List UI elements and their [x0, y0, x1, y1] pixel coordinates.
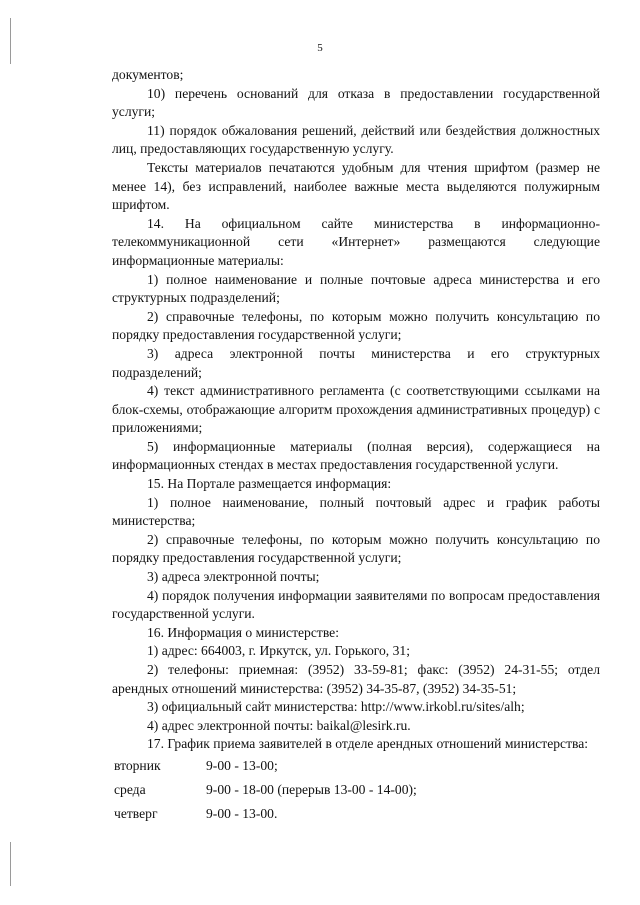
section-14-item-1: 1) полное наименование и полные почтовые адреса министерства и его структурных подразделений; — [112, 271, 600, 306]
section-14-item-2: 2) справочные телефоны, по которым можно получить консультацию по порядку предоставления государственной услуги; — [112, 308, 600, 343]
section-16-item-3: 3) официальный сайт министерства: http://www.irkobl.ru/sites/alh; — [147, 699, 525, 715]
section-16-item-4: 4) адрес электронной почты: baikal@lesirk.ru. — [147, 717, 411, 733]
schedule-row — [112, 781, 417, 805]
scan-edge-mark-bottom — [10, 842, 11, 886]
schedule-day: вторник — [114, 757, 161, 773]
schedule-day: четверг — [114, 805, 158, 821]
page-number: 5 — [317, 42, 323, 54]
section-16-item-1: 1) адрес: 664003, г. Иркутск, ул. Горького, 31; — [147, 643, 410, 659]
section-15: 15. На Портале размещается информация: — [147, 476, 392, 492]
section-15-item-4: 4) порядок получения информации заявителями по вопросам предоставления государственной услуги. — [112, 587, 600, 622]
schedule-day: среда — [114, 781, 146, 797]
section-15-item-1: 1) полное наименование, полный почтовый адрес и график работы министерства; — [112, 494, 600, 529]
schedule-hours: 9-00 - 13-00; — [206, 757, 278, 773]
schedule-table — [112, 757, 417, 829]
section-16: 16. Информация о министерстве: — [147, 624, 339, 640]
paragraph-continuation: документов; — [112, 67, 184, 82]
schedule-row — [112, 757, 417, 781]
list-item-10: 10) перечень оснований для отказа в предоставлении государственной услуги; — [112, 85, 600, 120]
section-14-item-4: 4) текст административного регламента (с соответствующими ссылками на блок-схемы, отображающие алгоритм прохождения административных процедур) с приложениями; — [112, 383, 600, 436]
section-14-item-5: 5) информационные материалы (полная версия), содержащиеся на информационных стендах в местах предоставления государственной услуги. — [112, 438, 600, 473]
document-body — [112, 66, 600, 829]
section-15-item-2: 2) справочные телефоны, по которым можно получить консультацию по порядку предоставления государственной услуги; — [112, 531, 600, 566]
schedule-hours: 9-00 - 18-00 (перерыв 13-00 - 14-00); — [206, 781, 417, 797]
paragraph-print-requirements: Тексты материалов печатаются удобным для чтения шрифтом (размер не менее 14), без исправлений, наиболее важные места выделяются полужирным шрифтом. — [112, 159, 600, 213]
schedule-hours: 9-00 - 13-00. — [206, 805, 278, 821]
scan-edge-mark-top — [10, 18, 11, 64]
schedule-row — [112, 805, 417, 829]
section-16-item-2: 2) телефоны: приемная: (3952) 33-59-81; факс: (3952) 24-31-55; отдел арендных отношений министерства: (3952) 34-35-87, (3952) 34-35-51; — [112, 662, 600, 696]
section-15-item-3: 3) адреса электронной почты; — [147, 569, 320, 585]
section-14: 14. На официальном сайте министерства в информационно-телекоммуникационной сети «Интернет» размещаются следующие информационные материалы: — [112, 215, 600, 268]
section-14-item-3: 3) адреса электронной почты министерства и его структурных подразделений; — [112, 345, 600, 380]
section-17: 17. График приема заявителей в отделе арендных отношений министерства: — [147, 736, 589, 752]
list-item-11: 11) порядок обжалования решений, действий или бездействия должностных лиц, предоставляющих государственную услугу. — [112, 122, 600, 157]
